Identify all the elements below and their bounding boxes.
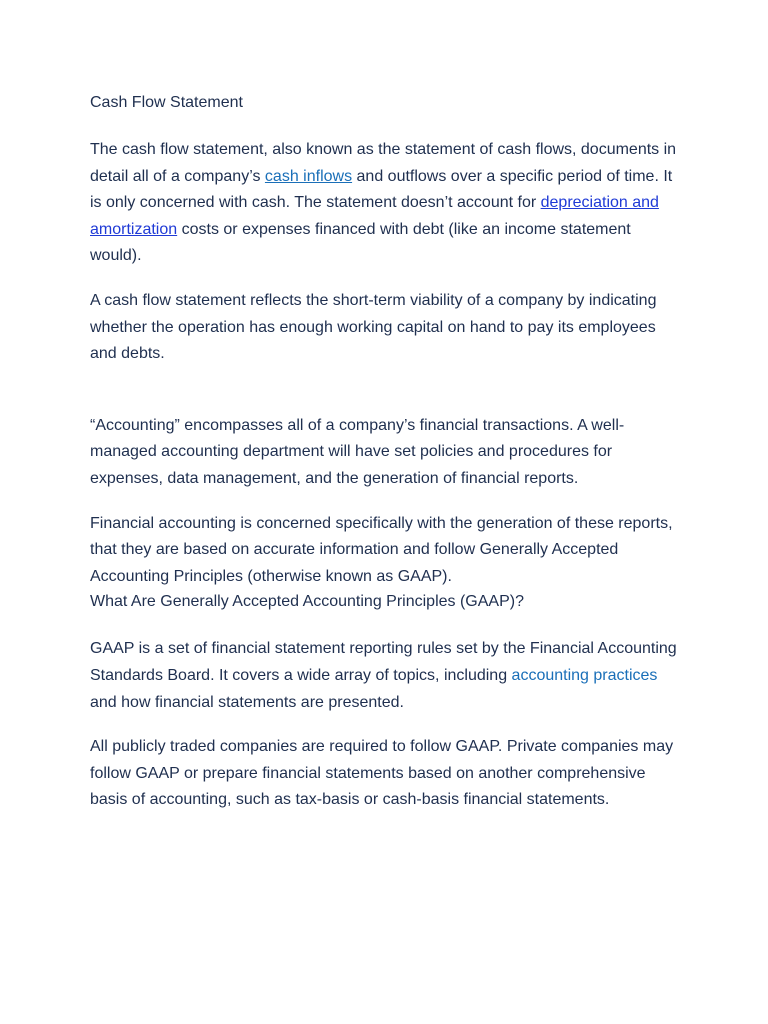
paragraph-text: and how financial statements are presented. [90, 693, 404, 711]
paragraph-accounting-definition: “Accounting” encompasses all of a company’s financial transactions. A well-managed accounting department will have set policies and procedures for expenses, data management, and the generation of financial reports. [90, 416, 625, 487]
paragraph-cash-flow-viability: A cash flow statement reflects the short-term viability of a company by indicating whether the operation has enough working capital on hand to pay its employees and debts. [90, 291, 657, 363]
paragraph-text: GAAP is a set of financial statement reporting rules set by the Financial Accounting Standards Board. It covers a wide array of topics, including [90, 640, 677, 684]
paragraph-text: and outflows over a specific period of time. It is only concerned with cash. The statement doesn’t account for [90, 167, 673, 212]
paragraph-gaap-requirements: All publicly traded companies are required to follow GAAP. Private companies may follow GAAP or prepare financial statements based on another comprehensive basis of accounting, such as tax-basis or cash-basis financial statements. [90, 738, 674, 809]
depreciation-amortization-link[interactable]: depreciation and amortization [90, 194, 659, 238]
page-title: Cash Flow Statement [90, 94, 243, 111]
paragraph-financial-accounting: Financial accounting is concerned specifically with the generation of these reports, that they are based on accurate information and follow Generally Accepted Accounting Principles (otherwise known as GAAP). [90, 514, 673, 585]
paragraph-text: The cash flow statement, also known as the statement of cash flows, documents in detail all of a company’s [90, 141, 677, 185]
paragraph-gaap-definition [90, 636, 680, 716]
document-page [90, 92, 680, 832]
accounting-practices-link[interactable]: accounting practices [511, 666, 658, 684]
paragraph-text: costs or expenses financed with debt (like an income statement would). [90, 220, 631, 265]
paragraph-cash-flow-intro [90, 137, 680, 270]
section-heading-gaap: What Are Generally Accepted Accounting Principles (GAAP)? [90, 593, 524, 611]
cash-inflows-link[interactable]: cash inflows [264, 167, 353, 185]
